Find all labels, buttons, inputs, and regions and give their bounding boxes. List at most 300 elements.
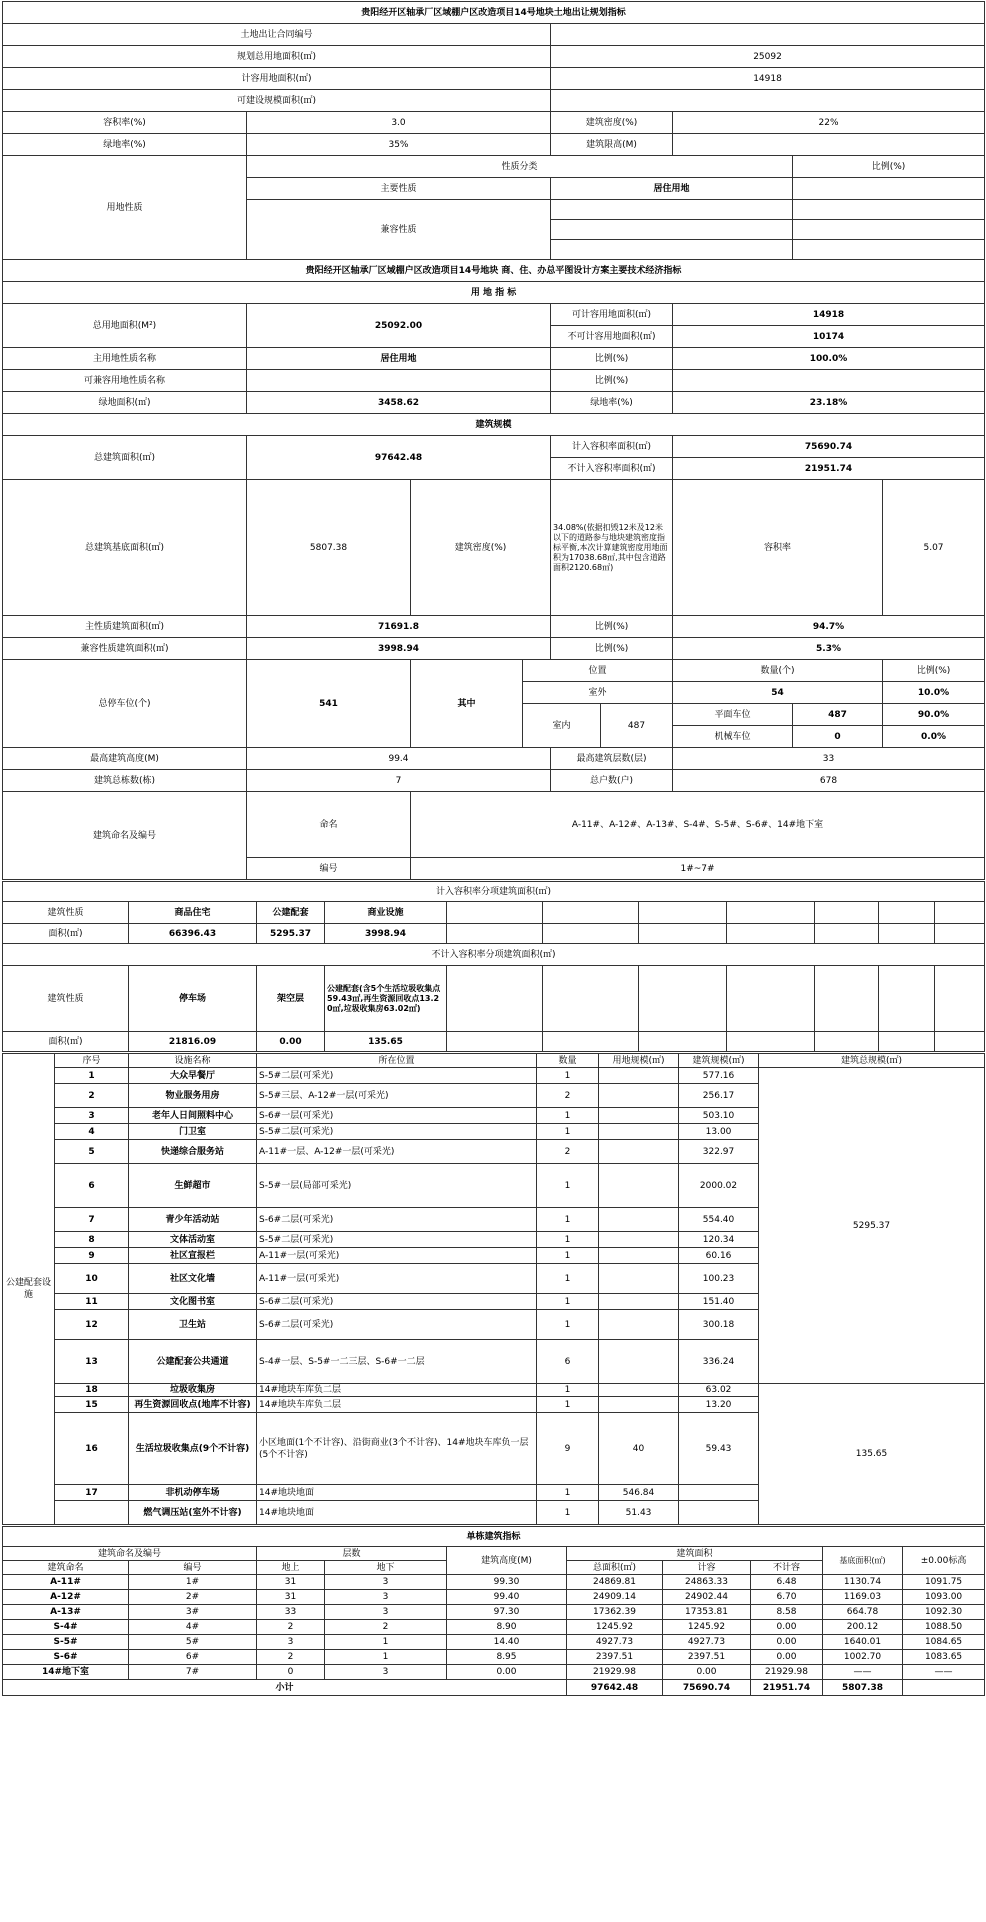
facility-no: 8 [55,1232,129,1248]
green-area-value: 3458.62 [247,392,551,414]
parking-value: 541 [247,660,411,748]
facility-no: 7 [55,1208,129,1232]
building-elev: 1083.65 [903,1650,985,1665]
total-build-label: 总建筑面积(㎡) [3,436,247,480]
bldg-count-label: 建筑总栋数(栋) [3,770,247,792]
facility-qty: 1 [537,1501,599,1525]
facility-land [599,1232,679,1248]
facility-name: 非机动停车场 [129,1485,257,1501]
outdoor-ratio: 10.0% [883,682,985,704]
facility-qty: 1 [537,1108,599,1124]
h-nonfar: 不计容 [751,1561,823,1575]
building-far: 24863.33 [663,1575,751,1590]
facility-no: 9 [55,1248,129,1264]
building-above: 31 [257,1590,325,1605]
blank-cell [639,966,727,1032]
facility-land [599,1248,679,1264]
facility-name: 社区宣报栏 [129,1248,257,1264]
facility-qty: 1 [537,1124,599,1140]
bldg-count-value: 7 [247,770,551,792]
nonfar-item-value: 21816.09 [129,1032,257,1052]
facility-area: 13.00 [679,1124,759,1140]
blank-cell [879,902,935,924]
number-value: 1#~7# [411,858,985,880]
building-num: 2# [129,1590,257,1605]
plan-area-value: 25092 [551,46,985,68]
building-far: 2397.51 [663,1650,751,1665]
h-floors: 层数 [257,1547,447,1561]
blank-cell [543,902,639,924]
facility-name: 门卫室 [129,1124,257,1140]
table-row [3,1068,985,1084]
total-land-label: 总用地面积(M²) [3,304,247,348]
facility-name: 公建配套公共通道 [129,1340,257,1384]
facility-qty: 9 [537,1413,599,1485]
far-item-name: 公建配套 [257,902,325,924]
building-nonfar: 0.00 [751,1620,823,1635]
facility-total-b: 135.65 [759,1384,985,1525]
base-area-value: 5807.38 [247,480,411,616]
nonfar-land-label: 不可计容用地面积(㎡) [551,326,673,348]
blank-cell [543,966,639,1032]
facility-location: S-5#一层(局部可采光) [257,1164,537,1208]
facility-qty: 2 [537,1084,599,1108]
blank-cell [543,1032,639,1052]
facilities-table [2,1053,985,1525]
indoor-qty: 487 [601,704,673,748]
building-base: 200.12 [823,1620,903,1635]
h-total: 总面积(㎡) [567,1561,663,1575]
households-label: 总户数(户) [551,770,673,792]
building-height: 99.40 [447,1590,567,1605]
blank-cell [815,966,879,1032]
facility-no: 18 [55,1384,129,1397]
building-total: 1245.92 [567,1620,663,1635]
facility-land [599,1164,679,1208]
total-land-value: 25092.00 [247,304,551,348]
building-above: 2 [257,1620,325,1635]
parking-ratio-label: 比例(%) [883,660,985,682]
subtotal-nonfar: 21951.74 [751,1680,823,1696]
table-row [3,1590,985,1605]
among-label: 其中 [411,660,523,748]
facilities-header: 建筑总规模(㎡) [759,1054,985,1068]
building-num: 3# [129,1605,257,1620]
facility-location: S-5#二层(可采光) [257,1232,537,1248]
height-limit-value [673,134,985,156]
total-build-value: 97642.48 [247,436,551,480]
main-nature-label: 主要性质 [247,178,551,200]
nonfar-breakdown-title: 不计入容积率分项建筑面积(㎡) [3,944,985,966]
building-total: 4927.73 [567,1635,663,1650]
blank-cell [551,200,793,220]
compat-area-ratio: 5.3% [673,638,985,660]
facility-land [599,1294,679,1310]
base-area-label: 总建筑基底面积(㎡) [3,480,247,616]
building-height: 0.00 [447,1665,567,1680]
facility-location: 14#地块地面 [257,1485,537,1501]
facility-no: 12 [55,1310,129,1340]
facility-land [599,1124,679,1140]
building-nonfar: 0.00 [751,1635,823,1650]
building-elev: 1088.50 [903,1620,985,1635]
building-elev: —— [903,1665,985,1680]
blank-cell [551,220,793,240]
compat-nature-label: 兼容性质 [247,200,551,260]
facility-land [599,1068,679,1084]
building-nonfar: 8.58 [751,1605,823,1620]
facility-area: 59.43 [679,1413,759,1485]
facility-name: 物业服务用房 [129,1084,257,1108]
building-above: 33 [257,1605,325,1620]
far-value-2: 5.07 [883,480,985,616]
compat-area-value: 3998.94 [247,638,551,660]
blank-cell [639,902,727,924]
far-item-value: 5295.37 [257,924,325,944]
compat-area-ratio-label: 比例(%) [551,638,673,660]
building-name: S-5# [3,1635,129,1650]
max-floor-value: 33 [673,748,985,770]
blank-cell [793,240,985,260]
mech-ratio: 0.0% [883,726,985,748]
contract-no-value [551,24,985,46]
facility-area: 151.40 [679,1294,759,1310]
main-area-value: 71691.8 [247,616,551,638]
facility-location: A-11#一层(可采光) [257,1248,537,1264]
facility-land [599,1084,679,1108]
facility-name: 再生资源回收点(地库不计容) [129,1397,257,1413]
naming-label: 建筑命名及编号 [3,792,247,880]
green-rate-label: 绿地率(%) [551,392,673,414]
building-base: 1169.03 [823,1590,903,1605]
buildable-value [551,90,985,112]
blank-cell [447,902,543,924]
h-name: 建筑命名 [3,1561,129,1575]
building-num: 1# [129,1575,257,1590]
facility-area: 100.23 [679,1264,759,1294]
facility-name: 垃圾收集房 [129,1384,257,1397]
building-header: 建筑规模 [3,414,985,436]
h-base: 基底面积(㎡) [823,1547,903,1575]
blank-cell [935,902,985,924]
green-rate-value: 23.18% [673,392,985,414]
compat-area-label: 兼容性质建筑面积(㎡) [3,638,247,660]
building-nonfar: 6.70 [751,1590,823,1605]
facility-total-a: 5295.37 [759,1068,985,1384]
blank-cell [247,370,551,392]
facility-qty: 1 [537,1232,599,1248]
facility-no: 15 [55,1397,129,1413]
facilities-header: 数量 [537,1054,599,1068]
facility-name: 文体活动室 [129,1232,257,1248]
compat-use-label: 可兼容用地性质名称 [3,370,247,392]
facility-area: 503.10 [679,1108,759,1124]
name-label: 命名 [247,792,411,858]
blank-cell [727,924,815,944]
facility-location: S-6#二层(可采光) [257,1294,537,1310]
facility-qty: 1 [537,1397,599,1413]
table-row [3,1665,985,1680]
building-far: 0.00 [663,1665,751,1680]
facility-qty: 1 [537,1264,599,1294]
h-number: 编号 [129,1561,257,1575]
facility-location: S-5#二层(可采光) [257,1068,537,1084]
nonfar-land-value: 10174 [673,326,985,348]
subtotal-total: 97642.48 [567,1680,663,1696]
building-far: 1245.92 [663,1620,751,1635]
building-name: S-6# [3,1650,129,1665]
table-row [3,1384,985,1397]
facility-no: 1 [55,1068,129,1084]
facility-location: S-5#三层、A-12#一层(可采光) [257,1084,537,1108]
facility-area: 256.17 [679,1084,759,1108]
facility-no: 13 [55,1340,129,1384]
far-area-label: 面积(㎡) [3,924,129,944]
contract-no-label: 土地出让合同编号 [3,24,551,46]
h-below: 地下 [325,1561,447,1575]
h-elev: ±0.00标高 [903,1547,985,1575]
facility-location: 14#地块车库负二层 [257,1384,537,1397]
facility-no: 6 [55,1164,129,1208]
height-limit-label: 建筑限高(M) [551,134,673,156]
facility-location: S-6#二层(可采光) [257,1310,537,1340]
facility-land [599,1310,679,1340]
density-label: 建筑密度(%) [551,112,673,134]
building-num: 6# [129,1650,257,1665]
facility-location: S-5#二层(可采光) [257,1124,537,1140]
facility-area [679,1501,759,1525]
building-nonfar: 21929.98 [751,1665,823,1680]
blank-cell [879,1032,935,1052]
facility-area: 322.97 [679,1140,759,1164]
facility-qty: 1 [537,1164,599,1208]
building-base: 664.78 [823,1605,903,1620]
facility-land [599,1397,679,1413]
facility-location: A-11#一层、A-12#一层(可采光) [257,1140,537,1164]
facilities-group-label: 公建配套设施 [3,1054,55,1525]
max-height-label: 最高建筑高度(M) [3,748,247,770]
facility-name: 生鲜超市 [129,1164,257,1208]
nonfar-item-value: 0.00 [257,1032,325,1052]
facility-land [599,1208,679,1232]
far-item-name: 商品住宅 [129,902,257,924]
h-far: 计容 [663,1561,751,1575]
main-nature-ratio [793,178,985,200]
number-label: 编号 [247,858,411,880]
building-above: 31 [257,1575,325,1590]
blank-cell [727,902,815,924]
facility-qty: 1 [537,1068,599,1084]
main-use-ratio-label: 比例(%) [551,348,673,370]
blank-cell [815,924,879,944]
facility-name: 大众早餐厅 [129,1068,257,1084]
building-below: 1 [325,1650,447,1665]
far-breakdown-title: 计入容积率分项建筑面积(㎡) [3,882,985,902]
facility-name: 社区文化墙 [129,1264,257,1294]
facility-location: 14#地块车库负二层 [257,1397,537,1413]
main-nature-value: 居住用地 [551,178,793,200]
facility-location: 小区地面(1个不计容)、沿街商业(3个不计容)、14#地块车库负一层(5个不计容) [257,1413,537,1485]
building-above: 3 [257,1635,325,1650]
density-value: 22% [673,112,985,134]
blank-cell [447,966,543,1032]
building-height: 97.30 [447,1605,567,1620]
class-label: 性质分类 [247,156,793,178]
table-row [3,1620,985,1635]
far-land-value-2: 14918 [673,304,985,326]
main-use-label: 主用地性质名称 [3,348,247,370]
building-height: 8.90 [447,1620,567,1635]
facility-land [599,1140,679,1164]
far-item-value: 66396.43 [129,924,257,944]
blank-cell [673,370,985,392]
building-nonfar: 0.00 [751,1650,823,1665]
main-area-label: 主性质建筑面积(㎡) [3,616,247,638]
location-label: 位置 [523,660,673,682]
facility-qty: 1 [537,1310,599,1340]
landuse-label: 用地性质 [3,156,247,260]
flat-qty: 487 [793,704,883,726]
building-elev: 1093.00 [903,1590,985,1605]
building-num: 7# [129,1665,257,1680]
compat-use-ratio-label: 比例(%) [551,370,673,392]
density-label-2: 建筑密度(%) [411,480,551,616]
mech-label: 机械车位 [673,726,793,748]
facility-name: 快递综合服务站 [129,1140,257,1164]
far-value: 3.0 [247,112,551,134]
building-total: 2397.51 [567,1650,663,1665]
building-base: 1640.01 [823,1635,903,1650]
facility-area [679,1485,759,1501]
building-base: 1002.70 [823,1650,903,1665]
mech-qty: 0 [793,726,883,748]
flat-ratio: 90.0% [883,704,985,726]
blank-cell [727,966,815,1032]
building-name: S-4# [3,1620,129,1635]
building-total: 21929.98 [567,1665,663,1680]
h-naming: 建筑命名及编号 [3,1547,257,1561]
main-indicator-table [2,1,985,880]
facility-no: 16 [55,1413,129,1485]
nonfar-item-name: 架空层 [257,966,325,1032]
blank-cell [815,902,879,924]
facility-qty: 6 [537,1340,599,1384]
facility-area: 577.16 [679,1068,759,1084]
blank-cell [639,1032,727,1052]
far-nature-label: 建筑性质 [3,902,129,924]
blank-cell [793,200,985,220]
facility-no: 10 [55,1264,129,1294]
green-label: 绿地率(%) [3,134,247,156]
blank-cell [727,1032,815,1052]
facility-qty: 1 [537,1208,599,1232]
blank-cell [447,924,543,944]
far-breakdown-table [2,881,985,1052]
facility-name: 文化图书室 [129,1294,257,1310]
main-area-ratio-label: 比例(%) [551,616,673,638]
far-item-name: 商业设施 [325,902,447,924]
facility-name: 燃气调压站(室外不计容) [129,1501,257,1525]
facility-area: 60.16 [679,1248,759,1264]
facility-no: 17 [55,1485,129,1501]
facilities-header: 设施名称 [129,1054,257,1068]
building-elev: 1092.30 [903,1605,985,1620]
facility-qty: 1 [537,1485,599,1501]
building-below: 1 [325,1635,447,1650]
facility-name: 老年人日间照料中心 [129,1108,257,1124]
building-num: 5# [129,1635,257,1650]
far-land-label: 计容用地面积(㎡) [3,68,551,90]
facility-land: 40 [599,1413,679,1485]
blank-cell [935,966,985,1032]
h-area: 建筑面积 [567,1547,823,1561]
facility-location: 14#地块地面 [257,1501,537,1525]
building-above: 2 [257,1650,325,1665]
building-height: 99.30 [447,1575,567,1590]
facility-area: 300.18 [679,1310,759,1340]
facility-no: 5 [55,1140,129,1164]
building-num: 4# [129,1620,257,1635]
nonfar-build-value: 21951.74 [673,458,985,480]
building-elev: 1084.65 [903,1635,985,1650]
qty-label: 数量(个) [673,660,883,682]
facility-location: S-6#一层(可采光) [257,1108,537,1124]
facilities-header: 建筑规模(㎡) [679,1054,759,1068]
building-name: A-13# [3,1605,129,1620]
building-total: 17362.39 [567,1605,663,1620]
building-height: 14.40 [447,1635,567,1650]
facility-name: 生活垃圾收集点(9个不计容) [129,1413,257,1485]
building-below: 3 [325,1590,447,1605]
building-nonfar: 6.48 [751,1575,823,1590]
single-title: 单栋建筑指标 [3,1527,985,1547]
sheet1-title: 贵阳经开区轴承厂区域棚户区改造项目14号地块土地出让规划指标 [3,2,985,24]
main-use-ratio: 100.0% [673,348,985,370]
far-build-label: 计入容积率面积(㎡) [551,436,673,458]
table-row [3,1635,985,1650]
building-total: 24909.14 [567,1590,663,1605]
subtotal-label: 小计 [3,1680,567,1696]
blank-cell [903,1680,985,1696]
building-elev: 1091.75 [903,1575,985,1590]
sheet2-title: 贵阳经开区轴承厂区域棚户区改造项目14号地块 商、住、办总平图设计方案主要技术经济指标 [3,260,985,282]
facility-qty: 1 [537,1384,599,1397]
nonfar-item-name: 停车场 [129,966,257,1032]
nonfar-area-label: 面积(㎡) [3,1032,129,1052]
facility-no [55,1501,129,1525]
building-base: 1130.74 [823,1575,903,1590]
table-row [3,1650,985,1665]
building-below: 3 [325,1605,447,1620]
buildable-label: 可建设规模面积(㎡) [3,90,551,112]
building-below: 3 [325,1575,447,1590]
facility-name: 卫生站 [129,1310,257,1340]
h-above: 地上 [257,1561,325,1575]
facility-land: 546.84 [599,1485,679,1501]
blank-cell [639,924,727,944]
nonfar-nature-label: 建筑性质 [3,966,129,1032]
name-value: A-11#、A-12#、A-13#、S-4#、S-5#、S-6#、14#地下室 [411,792,985,858]
facility-area: 2000.02 [679,1164,759,1208]
green-value: 35% [247,134,551,156]
blank-cell [879,924,935,944]
facilities-header: 用地规模(㎡) [599,1054,679,1068]
facility-land [599,1108,679,1124]
facility-area: 554.40 [679,1208,759,1232]
green-area-label: 绿地面积(㎡) [3,392,247,414]
facility-land [599,1264,679,1294]
far-build-value: 75690.74 [673,436,985,458]
